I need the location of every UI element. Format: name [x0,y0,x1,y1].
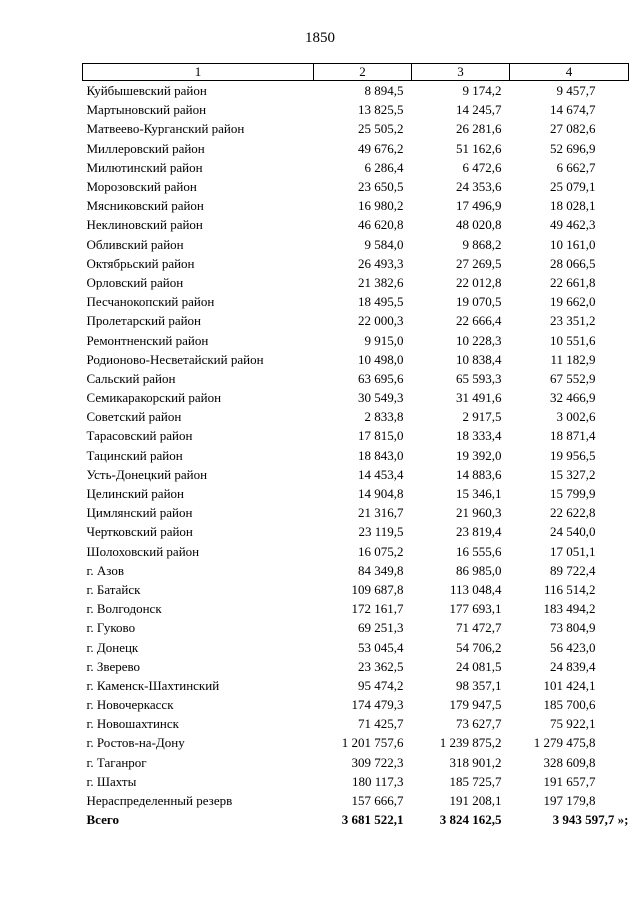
table-row [83,599,629,618]
column-header-2: 2 [314,64,412,81]
value-col2: 17 815,0 [358,428,404,444]
value-col2: 23 362,5 [358,658,404,674]
value-col2: 18 843,0 [358,447,404,463]
value-col3: 113 048,4 [449,581,502,597]
value-col2: 95 474,2 [358,677,404,693]
value-col4: 197 179,8 [543,793,596,809]
value-col2: 16 980,2 [358,198,404,214]
value-col4: 22 661,8 [550,274,596,290]
value-col4: 191 657,7 [543,773,596,789]
value-col2: 22 000,3 [358,313,404,329]
table-row [83,292,629,311]
table-row [83,235,629,254]
table-row [83,426,629,445]
table-row [83,733,629,752]
table-row [83,139,629,158]
value-col4: 116 514,2 [543,581,596,597]
row-name: г. Зверево [86,658,141,674]
table-row [83,350,629,369]
value-col4: 9 457,7 [556,83,596,99]
column-header-1: 1 [83,64,314,81]
value-col4: 19 956,5 [550,447,596,463]
value-col2: 21 382,6 [358,274,404,290]
table-row [83,676,629,695]
row-name: Пролетарский район [86,313,202,329]
value-col2: 49 676,2 [358,140,404,156]
value-col3: 27 269,5 [456,255,502,271]
row-name: Сальский район [86,370,176,386]
value-col3: 24 081,5 [456,658,502,674]
value-col3: 9 868,2 [462,236,502,252]
total-value-col2: 3 681 522,1 [341,812,404,828]
value-col3: 26 281,6 [456,121,502,137]
row-name: г. Таганрог [86,754,147,770]
value-col2: 53 045,4 [358,639,404,655]
table-row [83,100,629,119]
table-row [83,714,629,733]
row-name: Шолоховский район [86,543,200,559]
row-name: Мясниковский район [86,198,204,214]
row-name: Матвеево-Курганский район [86,121,245,137]
value-col3: 2 917,5 [462,409,502,425]
value-col4: 14 674,7 [550,102,596,118]
table-row [83,657,629,676]
value-col2: 157 666,7 [351,793,404,809]
table-row [83,446,629,465]
row-name: Нераспределенный резерв [86,793,233,809]
row-name: Родионово-Несветайский район [86,351,264,367]
value-col3: 86 985,0 [456,562,502,578]
value-col3: 6 472,6 [462,159,502,175]
table-header [83,64,629,81]
total-row [83,810,629,829]
total-value-col4-number: 3 943 597,7 [552,812,615,828]
value-col2: 30 549,3 [358,390,404,406]
value-col3: 22 666,4 [456,313,502,329]
value-col2: 2 833,8 [364,409,404,425]
value-col3: 10 838,4 [456,351,502,367]
value-col3: 24 353,6 [456,179,502,195]
row-name: г. Ростов-на-Дону [86,735,185,751]
value-col4: 18 028,1 [550,198,596,214]
row-name: г. Батайск [86,581,141,597]
value-col2: 18 495,5 [358,294,404,310]
value-col2: 13 825,5 [358,102,404,118]
table-row [83,81,629,101]
value-col2: 25 505,2 [358,121,404,137]
value-col4: 328 609,8 [543,754,596,770]
value-col2: 6 286,4 [364,159,404,175]
value-col2: 21 316,7 [358,505,404,521]
value-col3: 10 228,3 [456,332,502,348]
value-col4: 101 424,1 [543,677,596,693]
row-name: г. Новочеркасск [86,697,174,713]
value-col4: 24 540,0 [550,524,596,540]
value-col2: 14 453,4 [358,466,404,482]
value-col2: 1 201 757,6 [341,735,404,751]
value-col3: 22 012,8 [456,274,502,290]
table-row [83,196,629,215]
value-col2: 8 894,5 [364,83,404,99]
value-col4: 18 871,4 [550,428,596,444]
table-row [83,177,629,196]
value-col2: 16 075,2 [358,543,404,559]
total-value-col3: 3 824 162,5 [439,812,502,828]
value-col3: 9 174,2 [462,83,502,99]
value-col2: 14 904,8 [358,486,404,502]
value-col4: 15 327,2 [550,466,596,482]
value-col3: 31 491,6 [456,390,502,406]
value-col2: 180 117,3 [351,773,404,789]
value-col4: 15 799,9 [550,486,596,502]
row-name: Неклиновский район [86,217,203,233]
row-name: Тарасовский район [86,428,193,444]
table-row [83,465,629,484]
value-col3: 18 333,4 [456,428,502,444]
row-name: Куйбышевский район [86,83,207,99]
table-row [83,618,629,637]
value-col2: 109 687,8 [351,581,404,597]
row-name: г. Гуково [86,620,136,636]
value-col2: 10 498,0 [358,351,404,367]
table-row [83,254,629,273]
total-label: Всего [86,812,119,828]
table-row [83,522,629,541]
table-row [83,503,629,522]
value-col2: 69 251,3 [358,620,404,636]
row-name: Мартыновский район [86,102,207,118]
row-name: г. Каменск-Шахтинский [86,677,220,693]
row-name: г. Шахты [86,773,137,789]
value-col2: 46 620,8 [358,217,404,233]
value-col3: 65 593,3 [456,370,502,386]
table-row [83,215,629,234]
value-col3: 19 070,5 [456,294,502,310]
value-col3: 318 901,2 [449,754,502,770]
value-col3: 14 245,7 [456,102,502,118]
table-row [83,484,629,503]
row-name: Усть-Донецкий район [86,466,208,482]
value-col4: 25 079,1 [550,179,596,195]
value-col2: 63 695,6 [358,370,404,386]
table-row [83,561,629,580]
value-col3: 14 883,6 [456,466,502,482]
column-header-4: 4 [510,64,629,81]
value-col4: 75 922,1 [550,716,596,732]
total-value-col4 [510,810,629,829]
value-col2: 9 915,0 [364,332,404,348]
row-name: Семикаракорский район [86,390,222,406]
value-col2: 23 119,5 [358,524,404,540]
row-name: Ремонтненский район [86,332,209,348]
value-col4: 27 082,6 [550,121,596,137]
value-col4: 24 839,4 [550,658,596,674]
table-row [83,580,629,599]
row-name: г. Новошахтинск [86,716,179,732]
value-col3: 23 819,4 [456,524,502,540]
value-col3: 16 555,6 [456,543,502,559]
row-name: г. Донецк [86,639,139,655]
budget-table [82,63,629,829]
value-col2: 9 584,0 [364,236,404,252]
value-col3: 98 357,1 [456,677,502,693]
value-col2: 174 479,3 [351,697,404,713]
table-body [83,81,629,811]
column-header-3: 3 [412,64,510,81]
value-col3: 15 346,1 [456,486,502,502]
value-col2: 23 650,5 [358,179,404,195]
value-col3: 1 239 875,2 [439,735,502,751]
row-name: г. Азов [86,562,124,578]
value-col4: 19 662,0 [550,294,596,310]
table-row [83,637,629,656]
value-col3: 21 960,3 [456,505,502,521]
value-col3: 19 392,0 [456,447,502,463]
value-col3: 185 725,7 [449,773,502,789]
value-col3: 177 693,1 [449,601,502,617]
value-col4: 22 622,8 [550,505,596,521]
header-row [83,64,629,81]
value-col4: 17 051,1 [550,543,596,559]
row-name: Октябрьский район [86,255,195,271]
table-row [83,388,629,407]
value-col4: 73 804,9 [550,620,596,636]
table-row [83,407,629,426]
value-col4: 52 696,9 [550,140,596,156]
row-name: Орловский район [86,274,184,290]
value-col4: 56 423,0 [550,639,596,655]
value-col4: 3 002,6 [556,409,596,425]
table-row [83,772,629,791]
table-row [83,791,629,810]
value-col4: 183 494,2 [543,601,596,617]
row-name: Целинский район [86,486,184,502]
value-col2: 71 425,7 [358,716,404,732]
table-row [83,753,629,772]
row-name: Милютинский район [86,159,203,175]
value-col4: 28 066,5 [550,255,596,271]
value-col2: 309 722,3 [351,754,404,770]
value-col4: 49 462,3 [550,217,596,233]
table-row [83,273,629,292]
row-name: г. Волгодонск [86,601,162,617]
table-footer [83,810,629,829]
value-col4: 67 552,9 [550,370,596,386]
value-col4: 10 551,6 [550,332,596,348]
value-col3: 179 947,5 [449,697,502,713]
row-name: Советский район [86,409,182,425]
table-row [83,369,629,388]
row-name: Цимлянский район [86,505,193,521]
value-col2: 84 349,8 [358,562,404,578]
table-row [83,158,629,177]
value-col4: 6 662,7 [556,159,596,175]
closing-quote-mark: »; [614,812,629,828]
value-col2: 172 161,7 [351,601,404,617]
page-number: 1850 [305,30,335,46]
table-row [83,311,629,330]
table-row [83,330,629,349]
value-col3: 48 020,8 [456,217,502,233]
value-col3: 17 496,9 [456,198,502,214]
table-row [83,119,629,138]
value-col4: 10 161,0 [550,236,596,252]
value-col4: 185 700,6 [543,697,596,713]
value-col3: 54 706,2 [456,639,502,655]
value-col3: 51 162,6 [456,140,502,156]
value-col3: 73 627,7 [456,716,502,732]
value-col4: 11 182,9 [550,351,596,367]
value-col4: 23 351,2 [550,313,596,329]
row-name: Песчанокопский район [86,294,215,310]
value-col4: 89 722,4 [550,562,596,578]
row-name: Миллеровский район [86,140,205,156]
row-name: Обливский район [86,236,184,252]
table-row [83,542,629,561]
value-col3: 191 208,1 [449,793,502,809]
row-name: Чертковский район [86,524,193,540]
row-name: Тацинский район [86,447,183,463]
value-col4: 1 279 475,8 [533,735,596,751]
table-row [83,695,629,714]
value-col3: 71 472,7 [456,620,502,636]
row-name: Морозовский район [86,179,197,195]
value-col4: 32 466,9 [550,390,596,406]
value-col2: 26 493,3 [358,255,404,271]
